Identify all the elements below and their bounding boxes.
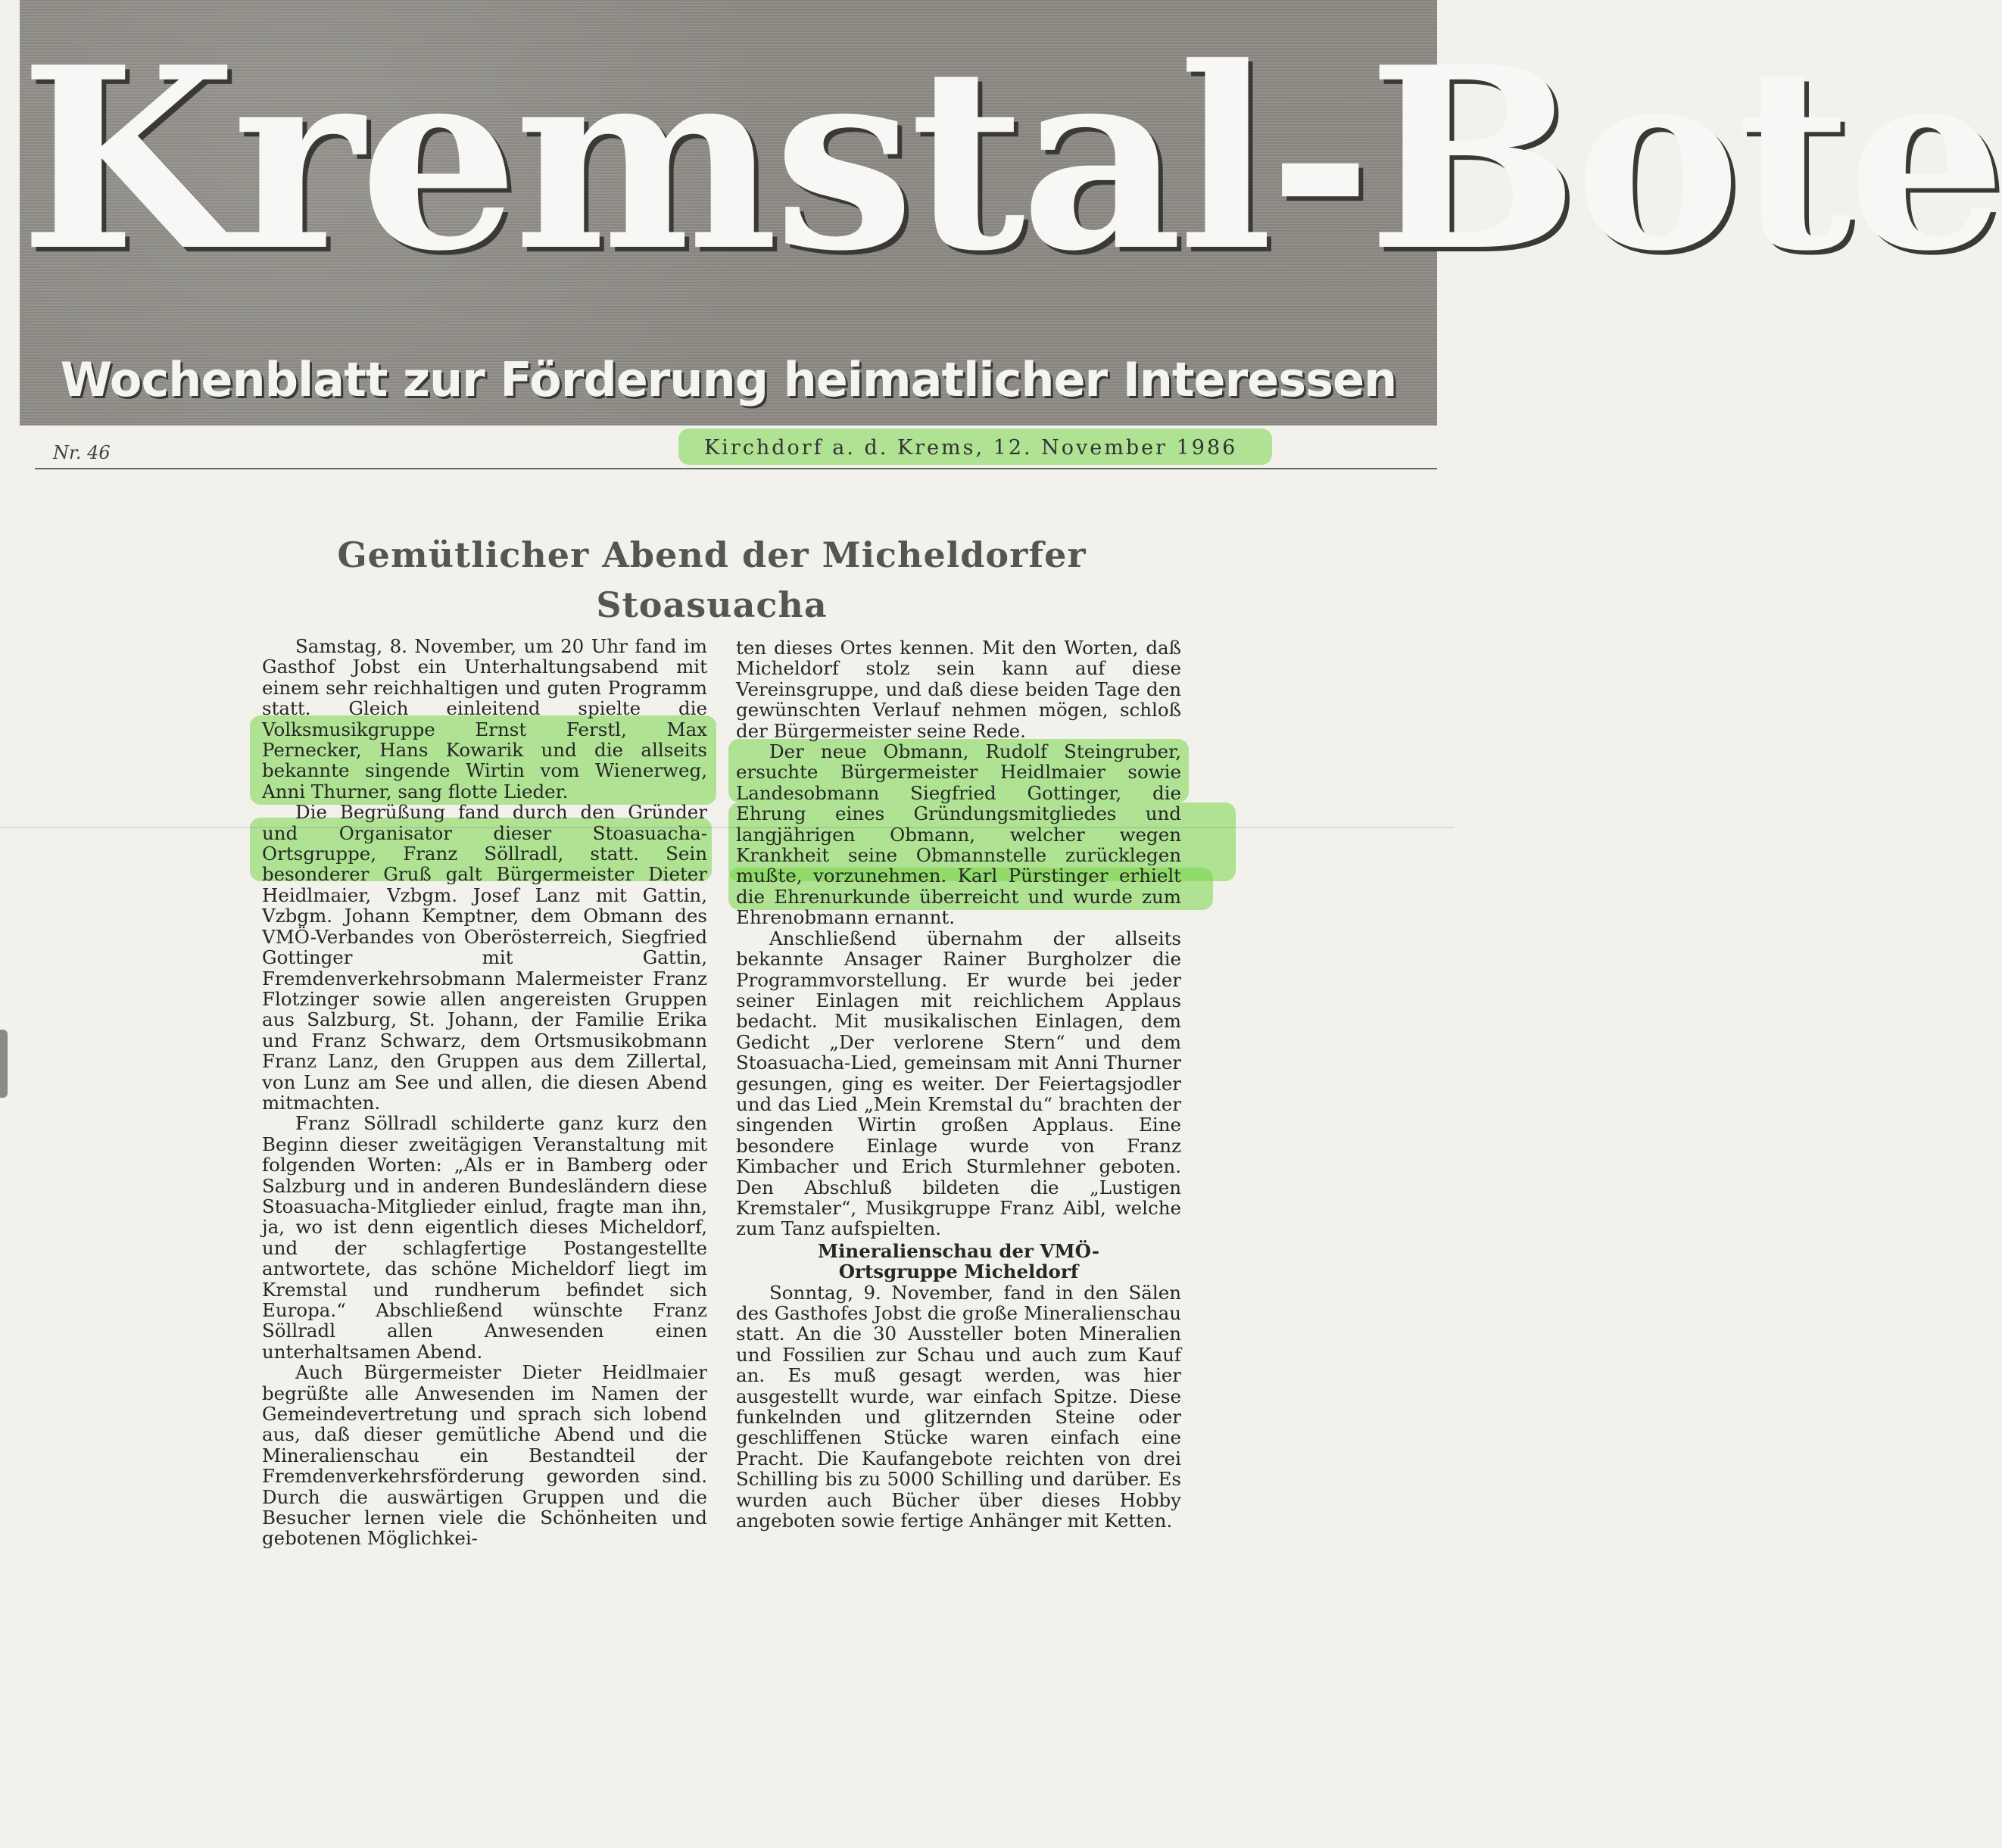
paragraph: Sonntag, 9. November, fand in den Sälen des Gasthofes Jobst die große Mineralienschau statt. An die 30 Aussteller boten Mineralien und Fossilien zur Schau und auch zum Kauf an. Es muß gesagt werden, was hier ausgestellt wurde, war einfach Spitze. Diese funkelnden und glitzernden Steine oder geschliffenen Stücke waren einfach eine Pracht. Die Kaufangebote reichten von drei Schilling bis zu 5000 Schilling und darüber. Es wurden auch Bücher über dieses Hobby angeboten sowie fertige Anhänger mit Ketten. [736, 1281, 1181, 1532]
subheading [736, 1241, 1181, 1282]
paragraph: Anschließend übernahm der allseits bekannte Ansager Rainer Burgholzer die Programmvorstellung. Er wurde bei jeder seiner Einlagen mit reichlichem Applaus bedacht. Mit musikalischen Einlagen, dem Gedicht „Der verlorene Stern“ und dem Stoasuacha-Lied, gemeinsam mit Anni Thurner gesungen, ging es weiter. Der Feiertagsjodler und das Lied „Mein Kremstal du“ brachten der singenden Wirtin großen Applaus. Eine besondere Einlage wurde von Franz Kimbacher und Erich Sturmlehner geboten. Den Abschluß bildeten die „Lustigen Kremstaler“, Musikgruppe Franz Aibl, welche zum Tanz aufspielten. [736, 927, 1181, 1240]
dateline-rule [35, 468, 1437, 469]
subheading-line-1: Mineralienschau der VMÖ- [817, 1239, 1100, 1262]
subheading-line-2: Ortsgruppe Micheldorf [838, 1261, 1079, 1283]
paragraph: Franz Söllradl schilderte ganz kurz den Beginn dieser zweitägigen Veranstaltung mit folgenden Worten: „Als er in Bamberg oder Salzburg und in anderen Bundesländern diese Stoasuacha-Mitglieder einlud, fragte man ihn, ja, wo ist denn eigentlich dieses Micheldorf, und der schlagfertige Postangestellte antwortete, das schöne Micheldorf liegt im Kremstal und rundherum befindet sich Europa.“ Abschließend wünschte Franz Söllradl allen Anwesenden einen unterhaltsamen Abend. [262, 1112, 707, 1363]
headline-line-2: Stoasuacha [596, 584, 828, 625]
masthead-title: Kremstal-Bote [20, 12, 2002, 306]
paragraph: Samstag, 8. November, um 20 Uhr fand im Gasthof Jobst ein Unterhaltungsabend mit einem sehr reichhaltigen und guten Programm statt. Gleich einleitend spielte die Volksmusikgruppe Ernst Ferstl, Max Pernecker, Hans Kowarik und die allseits bekannte singende Wirtin vom Wienerweg, Anni Thurner, sang flotte Lieder. [262, 635, 707, 802]
binder-clip [0, 1030, 8, 1098]
masthead [20, 0, 2002, 425]
dateline: Kirchdorf a. d. Krems, 12. November 1986 [704, 436, 1238, 460]
masthead-subtitle: Wochenblatt zur Förderung heimatlicher Interessen [60, 352, 1397, 407]
paragraph: Auch Bürgermeister Dieter Heidlmaier begrüßte alle Anwesenden im Namen der Gemeindevertretung und sprach sich lobend aus, daß dieser gemütliche Abend und die Mineralienschau ein Bestandteil der Fremdenverkehrsförderung geworden sind. Durch die auswärtigen Gruppen und die Besucher lernen viele die Schönheiten und gebotenen Möglichkei- [262, 1361, 707, 1550]
article-headline [257, 530, 1166, 630]
issue-number: Nr. 46 [53, 442, 111, 463]
paragraph: ten dieses Ortes kennen. Mit den Worten, daß Micheldorf stolz sein kann auf diese Vereinsgruppe, und daß diese beiden Tage den gewünschten Verlauf nehmen mögen, schloß der Bürgermeister seine Rede. [736, 637, 1181, 742]
paragraph: Der neue Obmann, Rudolf Steingruber, ersuchte Bürgermeister Heidlmaier sowie Landesobmann Siegfried Gottinger, die Ehrung eines Gründungsmitgliedes und langjährigen Obmann, welcher wegen Krankheit seine Obmannstelle zurücklegen mußte, vorzunehmen. Karl Pürstinger erhielt die Ehrenurkunde überreicht und wurde zum Ehrenobmann ernannt. [736, 740, 1181, 929]
article-column-right [736, 637, 1181, 1531]
paragraph: Die Begrüßung fand durch den Gründer und Organisator dieser Stoasuacha-Ortsgruppe, Franz Söllradl, statt. Sein besonderer Gruß galt Bürgermeister Dieter Heidlmaier, Vzbgm. Josef Lanz mit Gattin, Vzbgm. Johann Kemptner, dem Obmann des VMÖ-Verbandes von Oberösterreich, Siegfried Gottinger mit Gattin, Fremdenverkehrsobmann Malermeister Franz Flotzinger sowie allen angereisten Gruppen aus Salzburg, St. Johann, der Familie Erika und Franz Schwarz, dem Ortsmusikobmann Franz Lanz, den Gruppen aus dem Zillertal, von Lunz am See und allen, die diesen Abend mitmachten. [262, 801, 707, 1114]
headline-line-1: Gemütlicher Abend der Micheldorfer [337, 534, 1087, 575]
article-column-left [262, 636, 707, 1549]
paper-fold [0, 827, 1454, 828]
